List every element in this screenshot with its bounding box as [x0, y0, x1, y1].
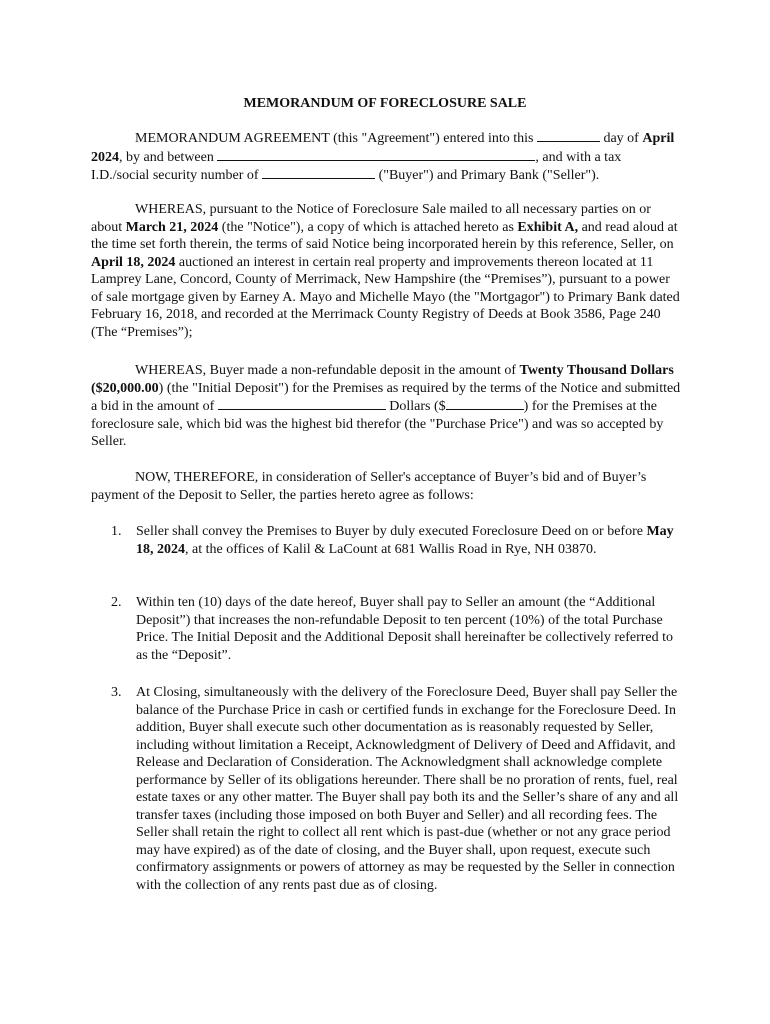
intro-text-3: , by and between [119, 149, 218, 165]
buyer-name-blank [217, 148, 535, 161]
notice-date: March 21, 2024 [125, 219, 219, 235]
intro-text-2: day of [599, 131, 639, 146]
list-item-number: 1. [111, 524, 122, 539]
intro-text-6: ("Buyer") and Primary Bank ("Seller"). [375, 168, 600, 183]
list-item-text: Within ten (10) days of the date hereof, Buyer shall pay to Seller an amount (the “Additional Deposit”) that increases the non-refundable Deposit to ten percent (10%) of the total Purchase Price. The Initial Deposit and the Additional Deposit shall hereinafter be collectively referred to as the “Deposit”. [136, 595, 674, 663]
initial-deposit-amount: Twenty Thousand Dollars ($20,000.00 [91, 363, 674, 396]
item1-text-2: , at the offices of Kalil & LaCount at 681 Wallis Road in Rye, NH 03870. [185, 541, 597, 557]
now-therefore-paragraph: NOW, THEREFORE, in consideration of Seller's acceptance of Buyer’s bid and of Buyer’s payment of the Deposit to Seller, the parties hereto agree as follows: [91, 470, 647, 503]
auction-date: April 18, 2024 [91, 254, 176, 270]
intro-text-1: MEMORANDUM AGREEMENT (this "Agreement") entered into this [135, 131, 537, 146]
whereas2-text-3: Dollars ($ [385, 399, 446, 414]
tax-id-blank [262, 166, 375, 179]
whereas2-text-1: WHEREAS, Buyer made a non-refundable deposit in the amount of [135, 363, 520, 378]
list-item-number: 2. [111, 595, 122, 610]
whereas1-text-3: and read aloud at the time set forth therein, the terms of said Notice being incorporated herein by this reference, Seller, on [91, 219, 678, 252]
intro-paragraph [91, 129, 681, 185]
whereas1-text-1: WHEREAS, pursuant to the Notice of Foreclosure Sale mailed to all necessary parties on or about [91, 202, 651, 235]
day-blank [537, 129, 600, 142]
list-item-number: 3. [111, 685, 122, 700]
list-item-text: At Closing, simultaneously with the delivery of the Foreclosure Deed, Buyer shall pay Seller the balance of the Purchase Price in cash or certified funds in exchange for the Foreclosure Deed. In addition, Buyer shall execute such other documentation as is reasonably requested by Seller, including without limitation a Receipt, Acknowledgment of Delivery of Deed and Affidavit, and Release and Declaration of Consideration. The Acknowledgment shall acknowledge complete performance by Seller of its obligations hereunder. There shall be no proration of rents, fuel, real estate taxes or any other matter. The Buyer shall pay both its and the Seller’s share of any and all transfer taxes (including those imposed on both Buyer and Seller) and all recording fees. The Seller shall retain the right to collect all rent which is past-due (whether or not any grace period may have expired) as of the date of closing, and the Buyer shall, upon request, execute such confirmatory assignments or powers of attorney as may be requested by the Seller in connection with the collection of any rents past due as of closing. [136, 685, 679, 893]
whereas-paragraph-1 [91, 201, 681, 341]
whereas1-text-2: (the "Notice"), a copy of which is attached hereto as [218, 219, 518, 235]
item1-text-1: Seller shall convey the Premises to Buyer by duly executed Foreclosure Deed on or before [136, 524, 647, 539]
whereas2-text-2: ) (the "Initial Deposit") for the Premises as required by the terms of the Notice and submitted a bid in the amount of [91, 380, 681, 414]
bid-amount-words-blank [218, 397, 386, 410]
whereas2-text-4: ) for the Premises at the foreclosure sale, which bid was the highest bid therefor (the "Purchase Price") and was so accepted by Seller. [91, 399, 664, 449]
whereas1-text-4: auctioned an interest in certain real property and improvements thereon located at 11 Lamprey Lane, Concord, County of Merrimack, New Hampshire (the “Premises”), pursuant to a power of sale mortgage given by Earney A. Mayo and Michelle Mayo (the "Mortgagor") to Primary Bank dated February 16, 2018, and recorded at the Merrimack County Registry of Deeds at Book 3586, Page 240 (The “Premises”); [91, 254, 680, 340]
closing-date: May 18, 2024 [136, 524, 674, 557]
exhibit-reference: Exhibit A, [517, 219, 579, 235]
whereas-paragraph-2 [91, 362, 681, 451]
intro-text-5: I.D./social security number of [91, 168, 263, 183]
intro-text-4: , and with a tax [535, 149, 622, 165]
list-item-text [136, 523, 681, 558]
bid-amount-number-blank [446, 397, 524, 410]
document-title: MEMORANDUM OF FORECLOSURE SALE [243, 96, 527, 111]
agreement-date: April 2024 [91, 131, 675, 165]
